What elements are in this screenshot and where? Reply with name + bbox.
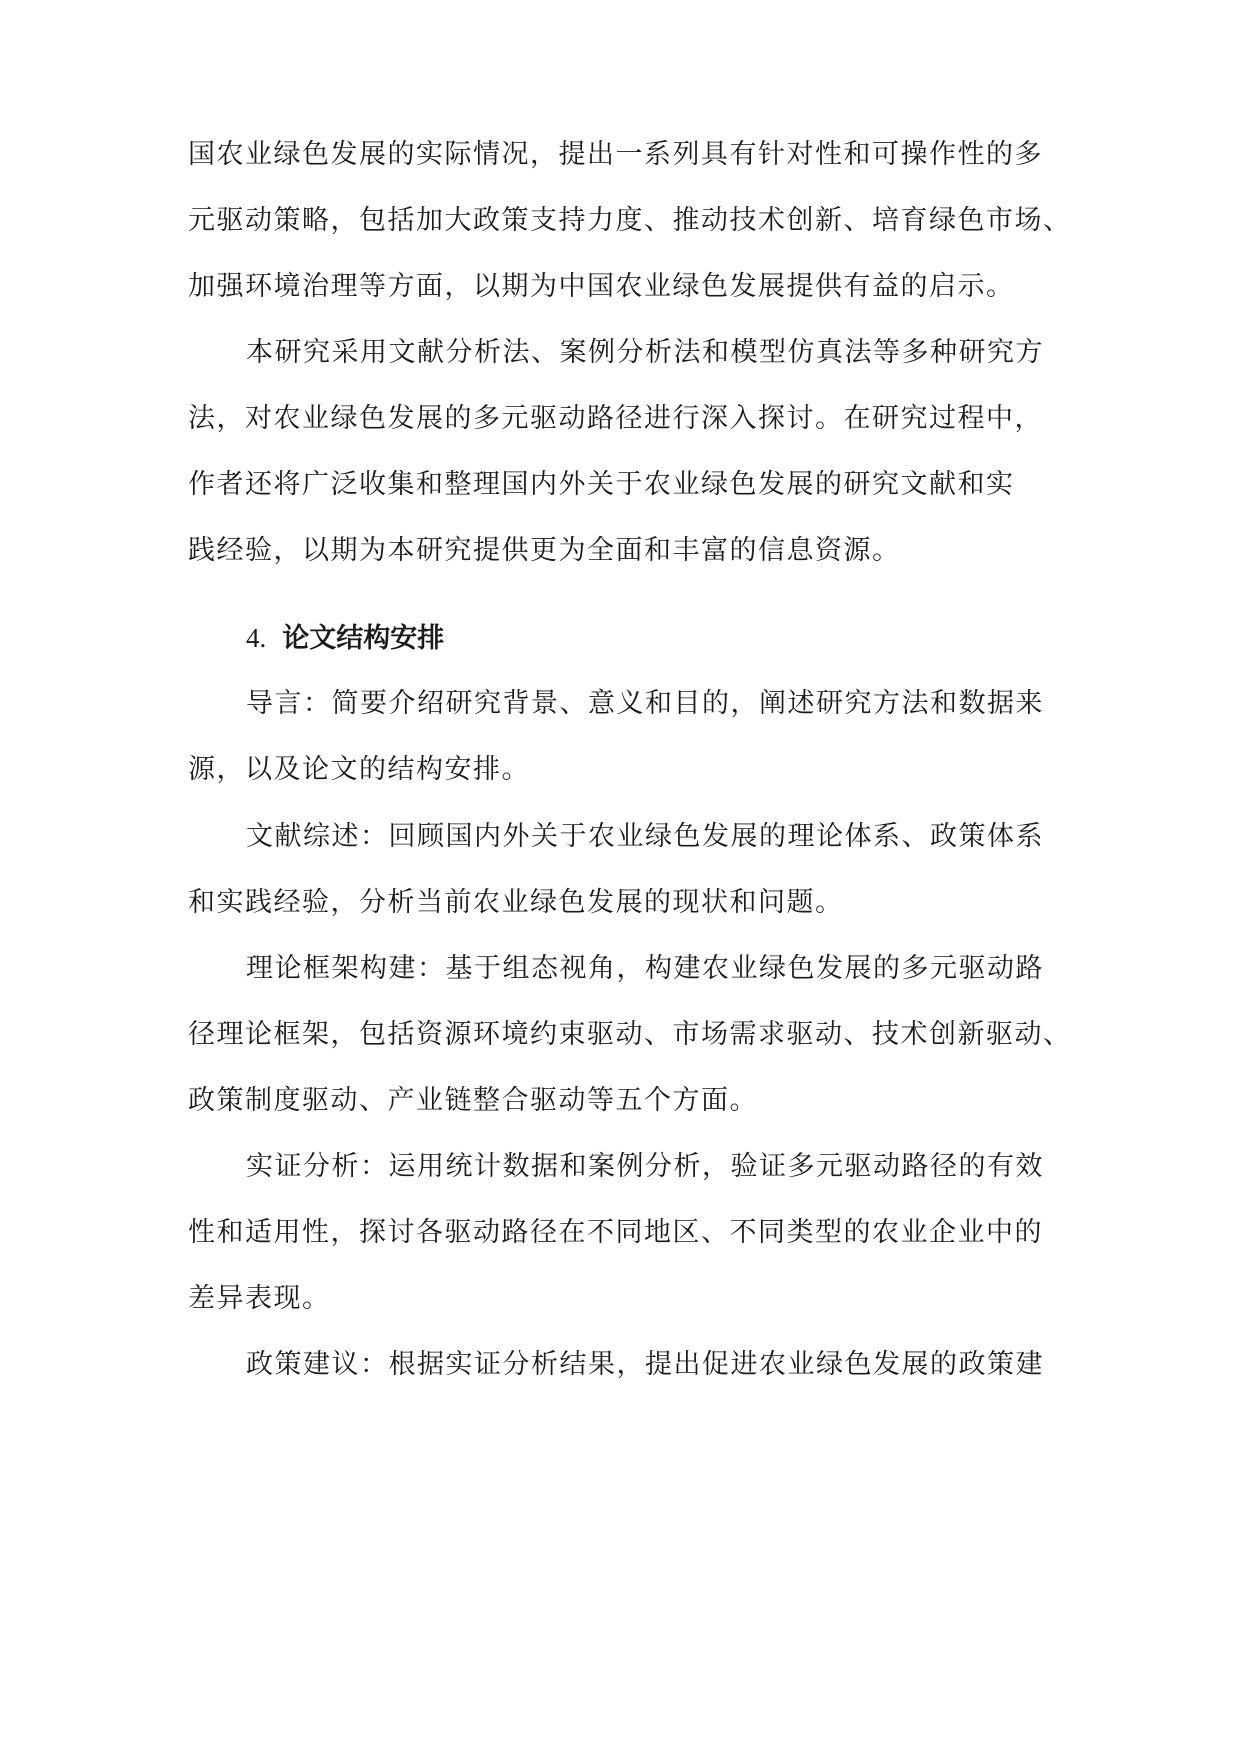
section-number: 4. [246, 623, 267, 653]
paragraph-6-line-3: 差异表现。 [188, 1283, 331, 1314]
paragraph-2-line-4: 践经验，以期为本研究提供更为全面和丰富的信息资源。 [188, 535, 901, 566]
paragraph-4-line-2: 和实践经验，分析当前农业绿色发展的现状和问题。 [188, 887, 844, 918]
paragraph-5-line-1: 理论框架构建：基于组态视角，构建农业绿色发展的多元驱动路 [246, 953, 1044, 984]
paragraph-6-line-1: 实证分析：运用统计数据和案例分析，验证多元驱动路径的有效 [246, 1151, 1044, 1182]
paragraph-1-line-3: 加强环境治理等方面，以期为中国农业绿色发展提供有益的启示。 [188, 271, 1015, 302]
paragraph-2-line-2: 法，对农业绿色发展的多元驱动路径进行深入探讨。在研究过程中， [188, 403, 1043, 434]
paragraph-2-line-3: 作者还将广泛收集和整理国内外关于农业绿色发展的研究文献和实 [188, 469, 1015, 500]
paragraph-1-line-2: 元驱动策略，包括加大政策支持力度、推动技术创新、培育绿色市场、 [188, 205, 1072, 236]
paragraph-2-line-1: 本研究采用文献分析法、案例分析法和模型仿真法等多种研究方 [246, 337, 1044, 368]
paragraph-7-line-1: 政策建议：根据实证分析结果，提出促进农业绿色发展的政策建 [246, 1349, 1044, 1380]
paragraph-5-line-2: 径理论框架，包括资源环境约束驱动、市场需求驱动、技术创新驱动、 [188, 1019, 1072, 1050]
section-title: 论文结构安排 [282, 623, 445, 654]
section-heading [246, 616, 444, 660]
paragraph-6-line-2: 性和适用性，探讨各驱动路径在不同地区、不同类型的农业企业中的 [188, 1217, 1043, 1248]
paragraph-3-line-1: 导言：简要介绍研究背景、意义和目的，阐述研究方法和数据来 [246, 688, 1044, 719]
paragraph-3-line-2: 源，以及论文的结构安排。 [188, 754, 530, 785]
paragraph-5-line-3: 政策制度驱动、产业链整合驱动等五个方面。 [188, 1085, 758, 1116]
paragraph-1-line-1: 国农业绿色发展的实际情况，提出一系列具有针对性和可操作性的多 [188, 139, 1043, 170]
paragraph-4-line-1: 文献综述：回顾国内外关于农业绿色发展的理论体系、政策体系 [246, 821, 1044, 852]
